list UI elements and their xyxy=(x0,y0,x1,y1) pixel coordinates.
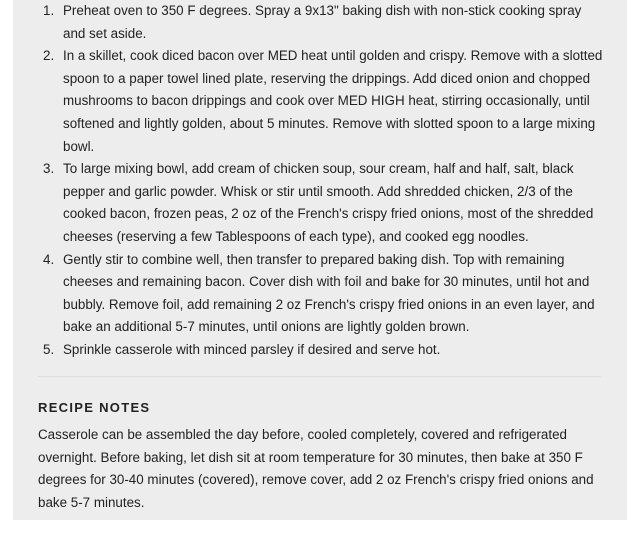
section-divider xyxy=(38,376,601,377)
step-text: In a skillet, cook diced bacon over MED heat until golden and crispy. Remove with a slotted spoon to a paper towel lined plate, reserving the drippings. Add diced onion and chopped mushrooms to bacon drippings and cook over MED HIGH heat, stirring occasionally, until softened and lightly golden, about 5 minutes. Remove with slotted spoon to a large mixing bowl. xyxy=(63,48,603,154)
step-text: Gently stir to combine well, then transfer to prepared baking dish. Top with remaining cheeses and remaining bacon. Cover dish with foil and bake for 30 minutes, until hot and bubbly. Remove foil, add remaining 2 oz French's crispy fried onions in an even layer, and bake an additional 5-7 minutes, until onions are lightly golden brown. xyxy=(63,251,595,335)
step-number: 4. xyxy=(43,251,55,267)
step-text: To large mixing bowl, add cream of chicken soup, sour cream, half and half, salt, black pepper and garlic powder. Whisk or stir until smooth. Add shredded chicken, 2/3 of the cooked bacon, frozen peas, 2 oz of the French's crispy fried onions, most of the shredded cheeses (reserving a few Tablespoons of each type), and cooked egg noodles. xyxy=(63,161,594,244)
step-number: 5. xyxy=(43,341,55,357)
instruction-step xyxy=(13,249,627,339)
step-number: 3. xyxy=(43,161,55,177)
instruction-step xyxy=(13,339,627,362)
step-number: 2. xyxy=(43,48,55,64)
step-text: Preheat oven to 350 F degrees. Spray a 9x13" baking dish with non-stick cooking spray and set aside. xyxy=(63,3,582,41)
recipe-instructions-card xyxy=(13,0,627,520)
instruction-step xyxy=(13,158,627,248)
step-number: 1. xyxy=(43,3,55,18)
recipe-notes-heading: RECIPE NOTES xyxy=(38,400,151,415)
recipe-notes-text: Casserole can be assembled the day before, cooled completely, covered and refrigerated overnight. Before baking, let dish sit at room temperature for 30 minutes, then bake at 350 F degrees for 30-40 minutes (covered), remove cover, add 2 oz French's crispy fried onions and bake 5-7 minutes. xyxy=(38,427,594,510)
instructions-list xyxy=(13,0,627,362)
instruction-step xyxy=(13,0,627,45)
instruction-step xyxy=(13,45,627,158)
step-text: Sprinkle casserole with minced parsley if desired and serve hot. xyxy=(63,341,441,357)
